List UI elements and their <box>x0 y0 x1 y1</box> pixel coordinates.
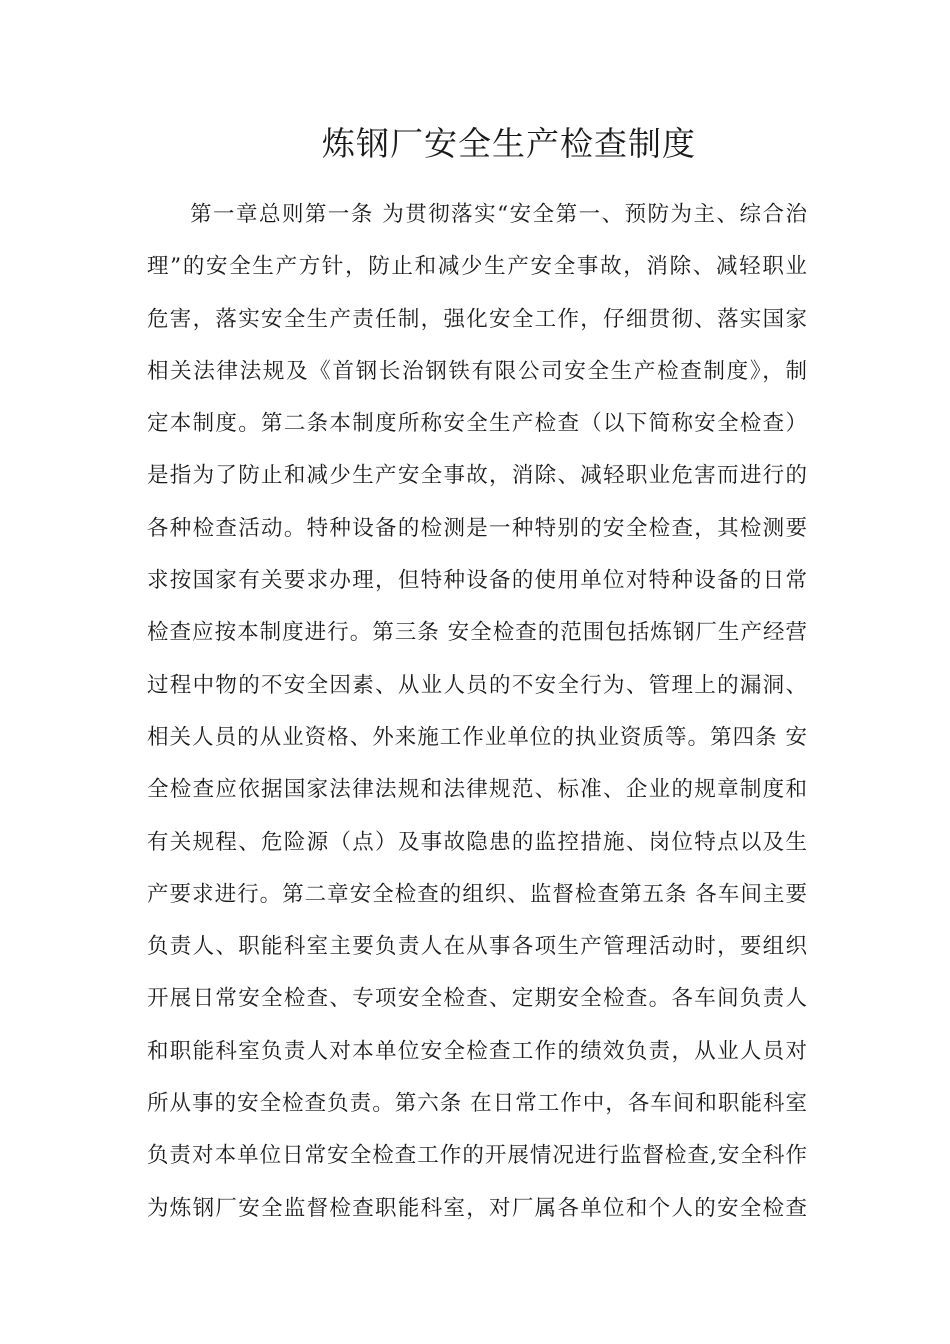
document-body <box>147 195 807 1241</box>
text-line: 理”的安全生产方针，防止和减少生产安全事故，消除、减轻职业 <box>147 254 807 280</box>
text-line: 和职能科室负责人对本单位安全检查工作的绩效负责，从业人员对 <box>147 1038 807 1064</box>
text-line: 相关法律法规及《首钢长治钢铁有限公司安全生产检查制度》，制 <box>147 358 807 384</box>
text-line: 开展日常安全检查、专项安全检查、定期安全检查。各车间负责人 <box>147 986 807 1012</box>
text-line: 所从事的安全检查负责。第六条 在日常工作中，各车间和职能科室 <box>147 1091 807 1117</box>
text-line: 全检查应依据国家法律法规和法律规范、标准、企业的规章制度和 <box>147 777 807 803</box>
text-line: 定本制度。第二条本制度所称安全生产检查（以下简称安全检查） <box>147 411 807 437</box>
text-line: 检查应按本制度进行。第三条 安全检查的范围包括炼钢厂生产经营 <box>147 620 807 646</box>
text-line: 第一章总则第一条 为贯彻落实“安全第一、预防为主、综合治 <box>190 202 807 227</box>
text-line: 有关规程、危险源（点）及事故隐患的监控措施、岗位特点以及生 <box>147 829 807 855</box>
text-line: 产要求进行。第二章安全检查的组织、监督检查第五条 各车间主要 <box>147 881 807 907</box>
text-line: 相关人员的从业资格、外来施工作业单位的执业资质等。第四条 安 <box>147 724 807 750</box>
text-line: 负责对本单位日常安全检查工作的开展情况进行监督检查,安全科作 <box>147 1143 807 1169</box>
text-line: 各种检查活动。特种设备的检测是一种特别的安全检查，其检测要 <box>147 515 807 541</box>
text-line: 为炼钢厂安全监督检查职能科室，对厂属各单位和个人的安全检查 <box>147 1195 807 1221</box>
text-line: 是指为了防止和减少生产安全事故，消除、减轻职业危害而进行的 <box>147 463 807 489</box>
text-line: 过程中物的不安全因素、从业人员的不安全行为、管理上的漏洞、 <box>147 672 807 698</box>
text-line: 求按国家有关要求办理，但特种设备的使用单位对特种设备的日常 <box>147 568 807 594</box>
text-line: 负责人、职能科室主要负责人在从事各项生产管理活动时，要组织 <box>147 934 807 960</box>
text-line: 危害，落实安全生产责任制，强化安全工作，仔细贯彻、落实国家 <box>147 306 807 332</box>
document-title: 炼钢厂安全生产检查制度 <box>322 124 696 163</box>
